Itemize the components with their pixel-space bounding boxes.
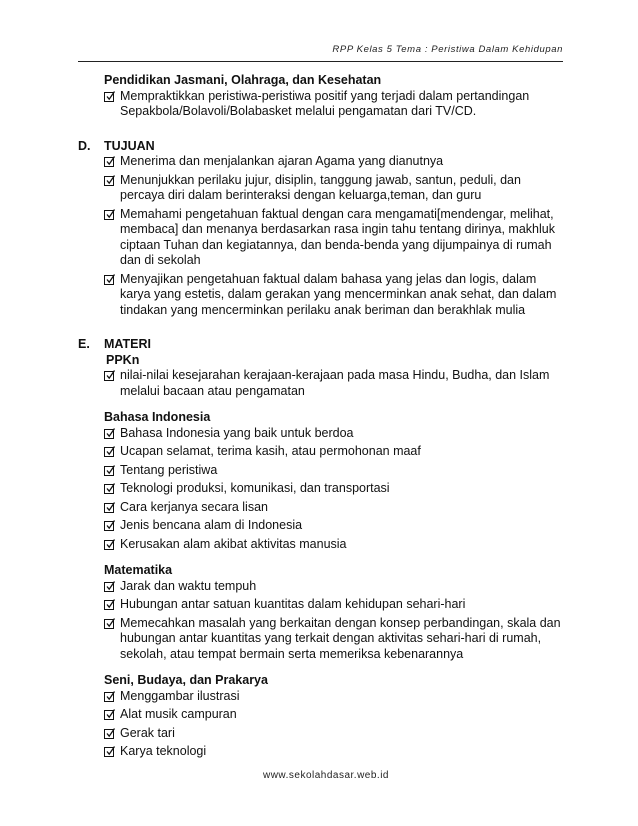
checkbox-checked-icon — [104, 503, 114, 513]
list-item-text: Gerak tari — [120, 725, 175, 740]
list-item — [78, 537, 564, 553]
list-item — [78, 463, 564, 479]
footer-url: www.sekolahdasar.web.id — [262, 770, 389, 781]
page-content — [78, 73, 564, 763]
header-divider — [78, 61, 563, 62]
section-letter: D. — [78, 138, 91, 153]
list-item — [78, 444, 564, 460]
list-item — [78, 500, 564, 516]
list-item-text: Menerima dan menjalankan ajaran Agama yang dianutnya — [120, 154, 444, 168]
page-header: RPP Kelas 5 Tema : Peristiwa Dalam Kehidupan — [332, 44, 563, 55]
matematika-list — [78, 579, 564, 663]
tujuan-list — [78, 154, 564, 318]
sbdp-heading: Seni, Budaya, dan Prakarya — [104, 673, 268, 687]
list-item-text: Cara kerjanya secara lisan — [120, 499, 268, 514]
list-item — [78, 597, 564, 613]
section-title: TUJUAN — [104, 138, 155, 153]
list-item-text: Teknologi produksi, komunikasi, dan transportasi — [120, 481, 390, 495]
list-item — [78, 518, 564, 534]
list-item-text: Menunjukkan perilaku jujur, disiplin, tanggung jawab, santun, peduli, dan percaya diri dalam berinteraksi dengan keluarga,teman, dan guru — [120, 172, 521, 202]
checkbox-checked-icon — [104, 600, 114, 610]
bahasa-heading: Bahasa Indonesia — [104, 410, 211, 424]
list-item — [78, 744, 564, 760]
list-item-text: Menyajikan pengetahuan faktual dalam bahasa yang jelas dan logis, dalam karya yang estetis, dalam gerakan yang mencerminkan anak sehat, dan dalam tindakan yang mencerminkan perilaku anak beriman dan berakhlak mulia — [120, 271, 557, 317]
list-item — [78, 207, 564, 269]
list-item — [78, 481, 564, 497]
bahasa-list — [78, 426, 564, 553]
pjok-heading: Pendidikan Jasmani, Olahraga, dan Kesehatan — [104, 73, 382, 87]
list-item — [78, 89, 564, 120]
checkbox-checked-icon — [104, 692, 114, 702]
section-materi — [78, 337, 564, 760]
list-item-text: Jenis bencana alam di Indonesia — [120, 518, 303, 532]
checkbox-checked-icon — [104, 540, 114, 550]
list-item-text: Kerusakan alam akibat aktivitas manusia — [120, 536, 347, 551]
list-item — [78, 726, 564, 742]
checkbox-checked-icon — [104, 582, 114, 592]
checkbox-checked-icon — [104, 210, 114, 220]
list-item — [78, 689, 564, 705]
checkbox-checked-icon — [104, 619, 114, 629]
section-tujuan — [78, 139, 564, 319]
list-item-text: Karya teknologi — [120, 744, 207, 758]
list-item-text: Hubungan antar satuan kuantitas dalam kehidupan sehari-hari — [120, 597, 466, 611]
checkbox-checked-icon — [104, 447, 114, 457]
list-item-text: Memecahkan masalah yang berkaitan dengan konsep perbandingan, skala dan hubungan antar kuantitas yang terkait dengan aktivitas sehari-hari di rumah, sekolah, atau tempat bermain serta memeriksa kebenarannya — [120, 615, 561, 661]
list-item — [78, 616, 564, 663]
list-item — [78, 272, 564, 319]
list-item-text: Memahami pengetahuan faktual dengan cara mengamati[mendengar, melihat, membaca] dan menanya berdasarkan rasa ingin tahu tentang dirinya, makhluk ciptaan Tuhan dan kegiatannya, dan benda-benda yang dijumpainya di rumah dan di sekolah — [120, 206, 555, 267]
section-title: MATERI — [104, 337, 151, 351]
checkbox-checked-icon — [104, 157, 114, 167]
pjok-list — [78, 89, 564, 120]
checkbox-checked-icon — [104, 466, 114, 476]
list-item-text: Alat musik campuran — [120, 707, 237, 721]
pjok-block — [78, 73, 564, 120]
list-item-text: Ucapan selamat, terima kasih, atau permohonan maaf — [120, 444, 421, 458]
page-footer — [0, 770, 638, 781]
section-letter: E. — [78, 337, 90, 351]
list-item-text: Menggambar ilustrasi — [120, 688, 240, 703]
list-item — [78, 707, 564, 723]
ppkn-list — [78, 368, 564, 399]
list-item — [78, 154, 564, 170]
checkbox-checked-icon — [104, 710, 114, 720]
checkbox-checked-icon — [104, 747, 114, 757]
checkbox-checked-icon — [104, 484, 114, 494]
list-item — [78, 579, 564, 595]
checkbox-checked-icon — [104, 176, 114, 186]
list-item-text: Jarak dan waktu tempuh — [120, 578, 257, 593]
list-item-text: Mempraktikkan peristiwa-peristiwa positif yang terjadi dalam pertandingan Sepakbola/Bolavoli/Bolabasket melalui pengamatan dari TV/CD. — [120, 88, 530, 118]
checkbox-checked-icon — [104, 275, 114, 285]
ppkn-heading: PPKn — [106, 352, 140, 367]
list-item-text: nilai-nilai kesejarahan kerajaan-kerajaan pada masa Hindu, Budha, dan Islam melalui bacaan atau pengamatan — [120, 368, 550, 398]
checkbox-checked-icon — [104, 92, 114, 102]
checkbox-checked-icon — [104, 429, 114, 439]
list-item-text: Tentang peristiwa — [120, 462, 218, 477]
list-item — [78, 368, 564, 399]
sbdp-list — [78, 689, 564, 760]
checkbox-checked-icon — [104, 371, 114, 381]
matematika-heading: Matematika — [104, 563, 173, 577]
checkbox-checked-icon — [104, 729, 114, 739]
list-item-text: Bahasa Indonesia yang baik untuk berdoa — [120, 425, 354, 440]
checkbox-checked-icon — [104, 521, 114, 531]
list-item — [78, 173, 564, 204]
list-item — [78, 426, 564, 442]
